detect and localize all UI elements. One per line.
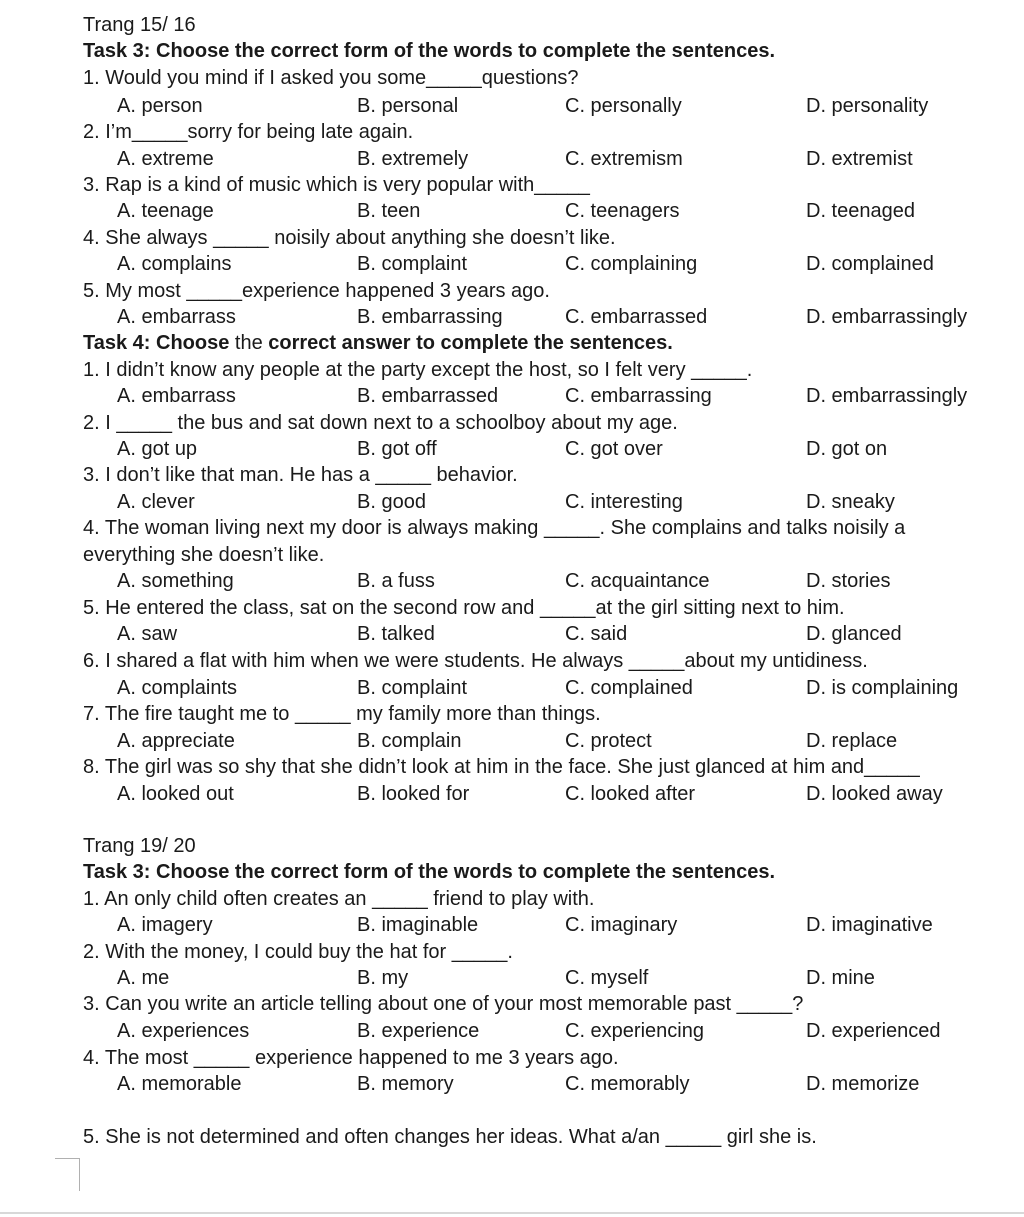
option-a: A. looked out (117, 783, 234, 805)
option-c: C. complained (565, 677, 693, 699)
option-c: C. experiencing (565, 1020, 704, 1042)
option-b: B. talked (357, 623, 435, 645)
option-d: D. embarrassingly (806, 385, 968, 407)
option-b: B. imaginable (357, 914, 479, 936)
option-a: A. complaints (117, 677, 238, 699)
option-d: D. memorize (806, 1073, 920, 1095)
option-c: C. interesting (565, 491, 683, 513)
option-d: D. experienced (806, 1020, 941, 1042)
option-a: A. teenage (117, 200, 214, 222)
option-b: B. complaint (357, 677, 468, 699)
option-c: C. embarrassed (565, 306, 708, 328)
option-a: A. me (117, 967, 170, 989)
option-b: B. memory (357, 1073, 454, 1095)
option-a: A. saw (117, 623, 178, 645)
option-a: A. clever (117, 491, 195, 513)
option-a: A. embarrass (117, 385, 236, 407)
page-divider (0, 1212, 1024, 1214)
option-b: B. personal (357, 95, 459, 117)
option-a: A. something (117, 570, 234, 592)
option-b: B. good (357, 491, 426, 513)
option-a: A. imagery (117, 914, 213, 936)
page-corner-mark (55, 1158, 80, 1191)
option-b: B. extremely (357, 148, 469, 170)
option-d: D. teenaged (806, 200, 915, 222)
option-b: B. complain (357, 730, 462, 752)
option-a: A. embarrass (117, 306, 236, 328)
option-d: D. stories (806, 570, 891, 592)
option-d: D. complained (806, 253, 934, 275)
option-c: C. acquaintance (565, 570, 710, 592)
option-d: D. personality (806, 95, 929, 117)
option-b: B. my (357, 967, 409, 989)
option-c: C. extremism (565, 148, 683, 170)
option-b: B. a fuss (357, 570, 435, 592)
option-c: C. teenagers (565, 200, 680, 222)
option-d: D. got on (806, 438, 888, 460)
option-b: B. teen (357, 200, 421, 222)
option-d: D. extremist (806, 148, 913, 170)
option-c: C. imaginary (565, 914, 678, 936)
option-d: D. mine (806, 967, 875, 989)
option-c: C. complaining (565, 253, 698, 275)
option-d: D. glanced (806, 623, 902, 645)
option-b: B. embarrassed (357, 385, 499, 407)
option-b: B. experience (357, 1020, 480, 1042)
option-a: A. extreme (117, 148, 214, 170)
option-a: A. appreciate (117, 730, 235, 752)
option-a: A. experiences (117, 1020, 250, 1042)
option-d: D. sneaky (806, 491, 895, 513)
option-a: A. memorable (117, 1073, 242, 1095)
option-a: A. got up (117, 438, 198, 460)
option-a: A. person (117, 95, 203, 117)
option-b: B. got off (357, 438, 437, 460)
option-c: C. got over (565, 438, 663, 460)
option-c: C. said (565, 623, 628, 645)
option-d: D. embarrassingly (806, 306, 968, 328)
option-c: C. embarrassing (565, 385, 712, 407)
option-d: D. looked away (806, 783, 943, 805)
option-a: A. complains (117, 253, 232, 275)
option-b: B. complaint (357, 253, 468, 275)
option-c: C. memorably (565, 1073, 690, 1095)
option-c: C. myself (565, 967, 649, 989)
option-c: C. personally (565, 95, 682, 117)
option-c: C. protect (565, 730, 652, 752)
option-b: B. looked for (357, 783, 470, 805)
option-c: C. looked after (565, 783, 696, 805)
option-d: D. imaginative (806, 914, 933, 936)
option-d: D. replace (806, 730, 898, 752)
option-b: B. embarrassing (357, 306, 503, 328)
option-d: D. is complaining (806, 677, 959, 699)
